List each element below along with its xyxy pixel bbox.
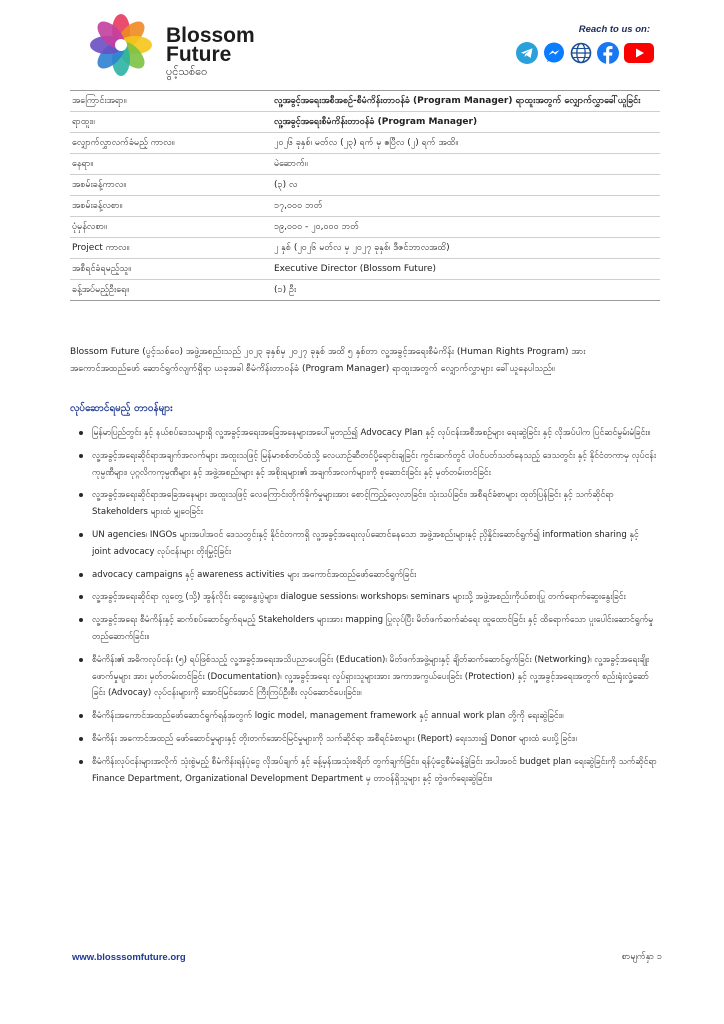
info-row: [70, 174, 660, 195]
brand-name: [166, 26, 255, 80]
info-value: ၁၉,၀၀၀ - ၂၀,၀၀၀ ဘတ်: [274, 222, 359, 232]
bullet-icon: [79, 737, 83, 741]
blossom-logo-icon: [88, 12, 154, 78]
page-number: စာမျက်နှာ ၁: [621, 952, 662, 962]
footer-website-link[interactable]: www.blosssomfuture.org: [72, 952, 186, 963]
duty-text: လူ့အခွင့်အရေးဆိုင်ရာအချက်အလက်များ အထူးသဖြင့် မြန်မာစစ်တပ်ထံသို့ လေယာဉ်ဆီတင်ပို့ရောင်းချခြင်း ကွင်းဆက်တွင် ပါဝင်ပတ်သတ်နေသည့် ဒေသတွင်း နှင့် နိုင်ငံတကာမှ လုပ်ငန်းကုမ္ပဏီများ၊ ပုဂ္ဂလိကကုမ္ပဏီများ နှင့် အဖွဲ့အစည်းများ နှင့် အစိုးရများ၏ အချက်အလက်များကို စုဆောင်းခြင်း နှင့် မှတ်တမ်းတင်ခြင်း: [92, 450, 657, 478]
messenger-icon[interactable]: [543, 42, 565, 64]
info-value: (၁) ဦး: [274, 285, 297, 295]
info-row: [70, 153, 660, 174]
bullet-icon: [79, 714, 83, 718]
duty-text: လူ့အခွင့်အရေး စီမံကိန်းနှင့် ဆက်စပ်ဆောင်ရွက်ရမည့် Stakeholders များအား mapping ပြုလုပ်ပြီး မိတ်ဖက်ဆက်ဆံရေး ထူထောင်ခြင်း နှင့် ထိရောက်သော ပူးပေါင်းဆောင်ရွက်မှု တည်ဆောက်ခြင်း။: [92, 615, 654, 642]
info-value: လူ့အခွင့်အရေးစီမံကိန်းတာဝန်ခံ (Program Manager): [274, 117, 478, 127]
duty-item: [70, 589, 658, 606]
globe-icon[interactable]: [570, 42, 592, 64]
duty-item: [70, 612, 658, 646]
bullet-icon: [79, 573, 83, 577]
brand-subtitle: ပွင့်သစ်ဝေ: [166, 65, 208, 78]
info-key: လျှောက်လွှာလက်ခံမည့် ကာလ။: [72, 138, 175, 148]
social-links: [516, 42, 654, 64]
bullet-icon: [79, 658, 83, 662]
bullet-icon: [79, 760, 83, 764]
brand-line-2: Future: [166, 43, 232, 66]
bullet-icon: [79, 493, 83, 497]
section-title-duties: လုပ်ဆောင်ရမည့် တာဝန်များ: [70, 403, 173, 414]
page-header: [70, 10, 660, 90]
duty-text: မြန်မာပြည်တွင်း နှင့် နယ်စပ်ဒေသများရှိ လူ့အခွင့်အရေးအခြေအနေများအပေါ်မူတည်၍ Advocacy Plan နှင့် လုပ်ငန်းအစီအစဉ်များ ရေးဆွဲခြင်း နှင့် လိုအပ်ပါက ပြင်ဆင်မွမ်းမံခြင်း။: [92, 428, 651, 438]
duty-item: [70, 448, 658, 482]
info-value: ၂၀၂၆ ခုနှစ်၊ မတ်လ (၂၃) ရက် မှ ဧပြီလ (၂) ရက် အထိ။: [274, 138, 459, 148]
info-key: အစမ်းခန့်လစာ။: [72, 201, 123, 211]
info-row: [70, 258, 660, 279]
duty-item: [70, 425, 658, 442]
duty-text: စီမံကိန်း၏ အဓိကလုပ်ငန်း (၅) ရပ်ဖြစ်သည့် လူ့အခွင့်အရေးအသိပညာပေးခြင်း (Education)၊ မိတ်ဖက်အဖွဲ့များနှင့် ချိတ်ဆက်ဆောင်ရွက်ခြင်း (Networking)၊ လူ့အခွင့်အရေးချိုးဖောက်မှုများ အား မှတ်တမ်းတင်ခြင်း (Documentation)၊ လူ့အခွင့်အရေး လှုပ်ရှားသူများအား အကာအကွယ်ပေးခြင်း (Protection) နှင့် လူ့အခွင့်အရေးအတွက် စည်းရုံးလှုံ့ဆော်ခြင်း (Advocay) လုပ်ငန်းများကို အောင်မြင်အောင် ကြီးကြပ်ဦးစီး လုပ်ဆောင်ပေးခြင်း။: [92, 654, 650, 699]
info-key: Project ကာလ။: [72, 243, 130, 253]
job-info-table: [70, 90, 660, 301]
telegram-icon[interactable]: [516, 42, 538, 64]
info-row: [70, 279, 660, 300]
bullet-icon: [79, 431, 83, 435]
info-value: လူ့အခွင့်အရေးအစီအစဉ်-စီမံကိန်းတာဝန်ခံ (Program Manager) ရာထူးအတွက် လျှောက်လွှာခေါ်ယူခြင်း: [274, 96, 641, 106]
duty-item: [70, 527, 658, 561]
youtube-icon[interactable]: [624, 42, 654, 64]
duty-text: စီမံကိန်းလုပ်ငန်းများအလိုက် သုံးစွဲမည့် စီမံကိန်းရန်ပုံငွေ လိုအပ်ချက် နှင့် ခန့်မှန်းအသုံးစရိတ် တွက်ချက်ခြင်း၊ ရန်ပုံငွေစီမံခန့်ခွဲခြင်း အပါအဝင် budget plan ရေးဆွဲခြင်းကို သက်ဆိုင်ရာ Finance Department, Organizational Development Department မှ တာဝန်ရှိသူများ နှင့် တွဲဖက်ရေးဆွဲခြင်း။: [92, 756, 657, 784]
duty-text: လူ့အခွင့်အရေးဆိုင်ရာ လူတွေ့ (သို့) အွန်လိုင်း ဆွေးနွေးပွဲများ၊ dialogue sessions၊ workshops၊ seminars များသို့ အဖွဲ့အစည်းကိုယ်စားပြု တက်ရောက်ဆွေးနွေးခြင်း: [92, 592, 626, 603]
duty-item: [70, 731, 658, 748]
duty-text: စီမံကိန်း အကောင်အထည် ဖော်ဆောင်မှုများနှင့် တိုးတက်အောင်မြင်မှုများကို သက်ဆိုင်ရာ အစီရင်ခံစာများ (Report) ရေးသား၍ Donor များထံ ပေးပို့ခြင်း။: [92, 733, 577, 744]
info-key: နေရာ။: [72, 159, 94, 169]
info-row: [70, 90, 660, 111]
info-row: [70, 195, 660, 216]
duty-item: [70, 487, 658, 521]
table-bottom-divider: [70, 300, 660, 301]
duty-item: [70, 652, 658, 702]
bullet-icon: [79, 454, 83, 458]
duty-text: လူ့အခွင့်အရေးဆိုင်ရာအခြေအနေများ အထူးသဖြင့် လေကြောင်းတိုက်ခိုက်မှုများအား စောင့်ကြည့်လေ့လာခြင်း၊ သုံးသပ်ခြင်း၊ အစီရင်ခံစာများ ထုတ်ပြန်ခြင်း နှင့် သက်ဆိုင်ရာ Stakeholders များထံ မျှဝေခြင်း: [92, 490, 614, 518]
duty-item: [70, 754, 658, 788]
info-key: အကြောင်းအရာ။: [72, 96, 127, 106]
info-value: ၂ နှစ် (၂၀၂၆ မတ်လ မှ ၂၀၂၇ ခုနှစ်၊ ဒီဇင်ဘာလအထိ): [274, 243, 450, 253]
info-key: ပုံမှန်လစာ။: [72, 222, 107, 232]
duty-item: [70, 567, 658, 584]
duty-text: advocacy campaigns နှင့် awareness activities များ အကောင်အထည်ဖော်ဆောင်ရွက်ခြင်း: [92, 569, 417, 580]
info-key: အစမ်းခန့်ကာလ။: [72, 180, 127, 190]
info-row: [70, 237, 660, 258]
info-value: Executive Director (Blossom Future): [274, 264, 437, 274]
brand-line-1: Blossom: [166, 24, 255, 47]
duty-item: [70, 708, 658, 725]
duty-text: UN agencies၊ INGOs များအပါအဝင် ဒေသတွင်းနှင့် နိုင်ငံတကာရှိ လူ့အခွင့်အရေးလုပ်ဆောင်နေသော အဖွဲ့အစည်းများနှင့် ညှိနှိုင်းဆောင်ရွက်၍ information sharing နှင့် joint advocacy လုပ်ငန်းများ တိုးမြှင့်ခြင်း: [92, 529, 639, 557]
bullet-icon: [79, 533, 83, 537]
info-key: အစီရင်ခံရမည့်သူ။: [72, 264, 131, 274]
info-key: ခန့်အပ်မည့်ဦးရေ။: [72, 285, 130, 295]
intro-paragraph: Blossom Future (ပွင့်သစ်ဝေ) အဖွဲ့အစည်းသည် ၂၀၂၃ ခုနှစ်မှ ၂၀၂၇ ခုနှစ် အထိ ၅ နှစ်တာ လူ့အခွင့်အရေးစီမံကိန်း (Human Rights Program) အား အကောင်အထည်ဖော် ဆောင်ရွက်လျက်ရှိရာ ယခုအခါ စီမံကိန်းတာဝန်ခံ (Program Manager) ရာထူးအတွက် လျှောက်လွှာများ ခေါ်ယူနေပါသည်။: [70, 347, 586, 374]
info-key: ရာထူး။: [72, 117, 95, 127]
info-row: [70, 216, 660, 237]
reach-label: Reach to us on:: [578, 24, 650, 35]
bullet-icon: [79, 595, 83, 599]
info-row: [70, 132, 660, 153]
facebook-icon[interactable]: [597, 42, 619, 64]
info-row: [70, 111, 660, 132]
info-value: (၃) လ: [274, 180, 298, 190]
info-value: မဲဆောက်။: [274, 159, 308, 169]
duties-list: [70, 425, 658, 793]
info-value: ၁၇,၀၀၀ ဘတ်: [274, 201, 323, 211]
bullet-icon: [79, 618, 83, 622]
duty-text: စီမံကိန်းအကောင်အထည်ဖော်ဆောင်ရွက်ရန်အတွက် logic model, management framework နှင့် annual work plan တို့ကို ရေးဆွဲခြင်း။: [92, 711, 564, 722]
